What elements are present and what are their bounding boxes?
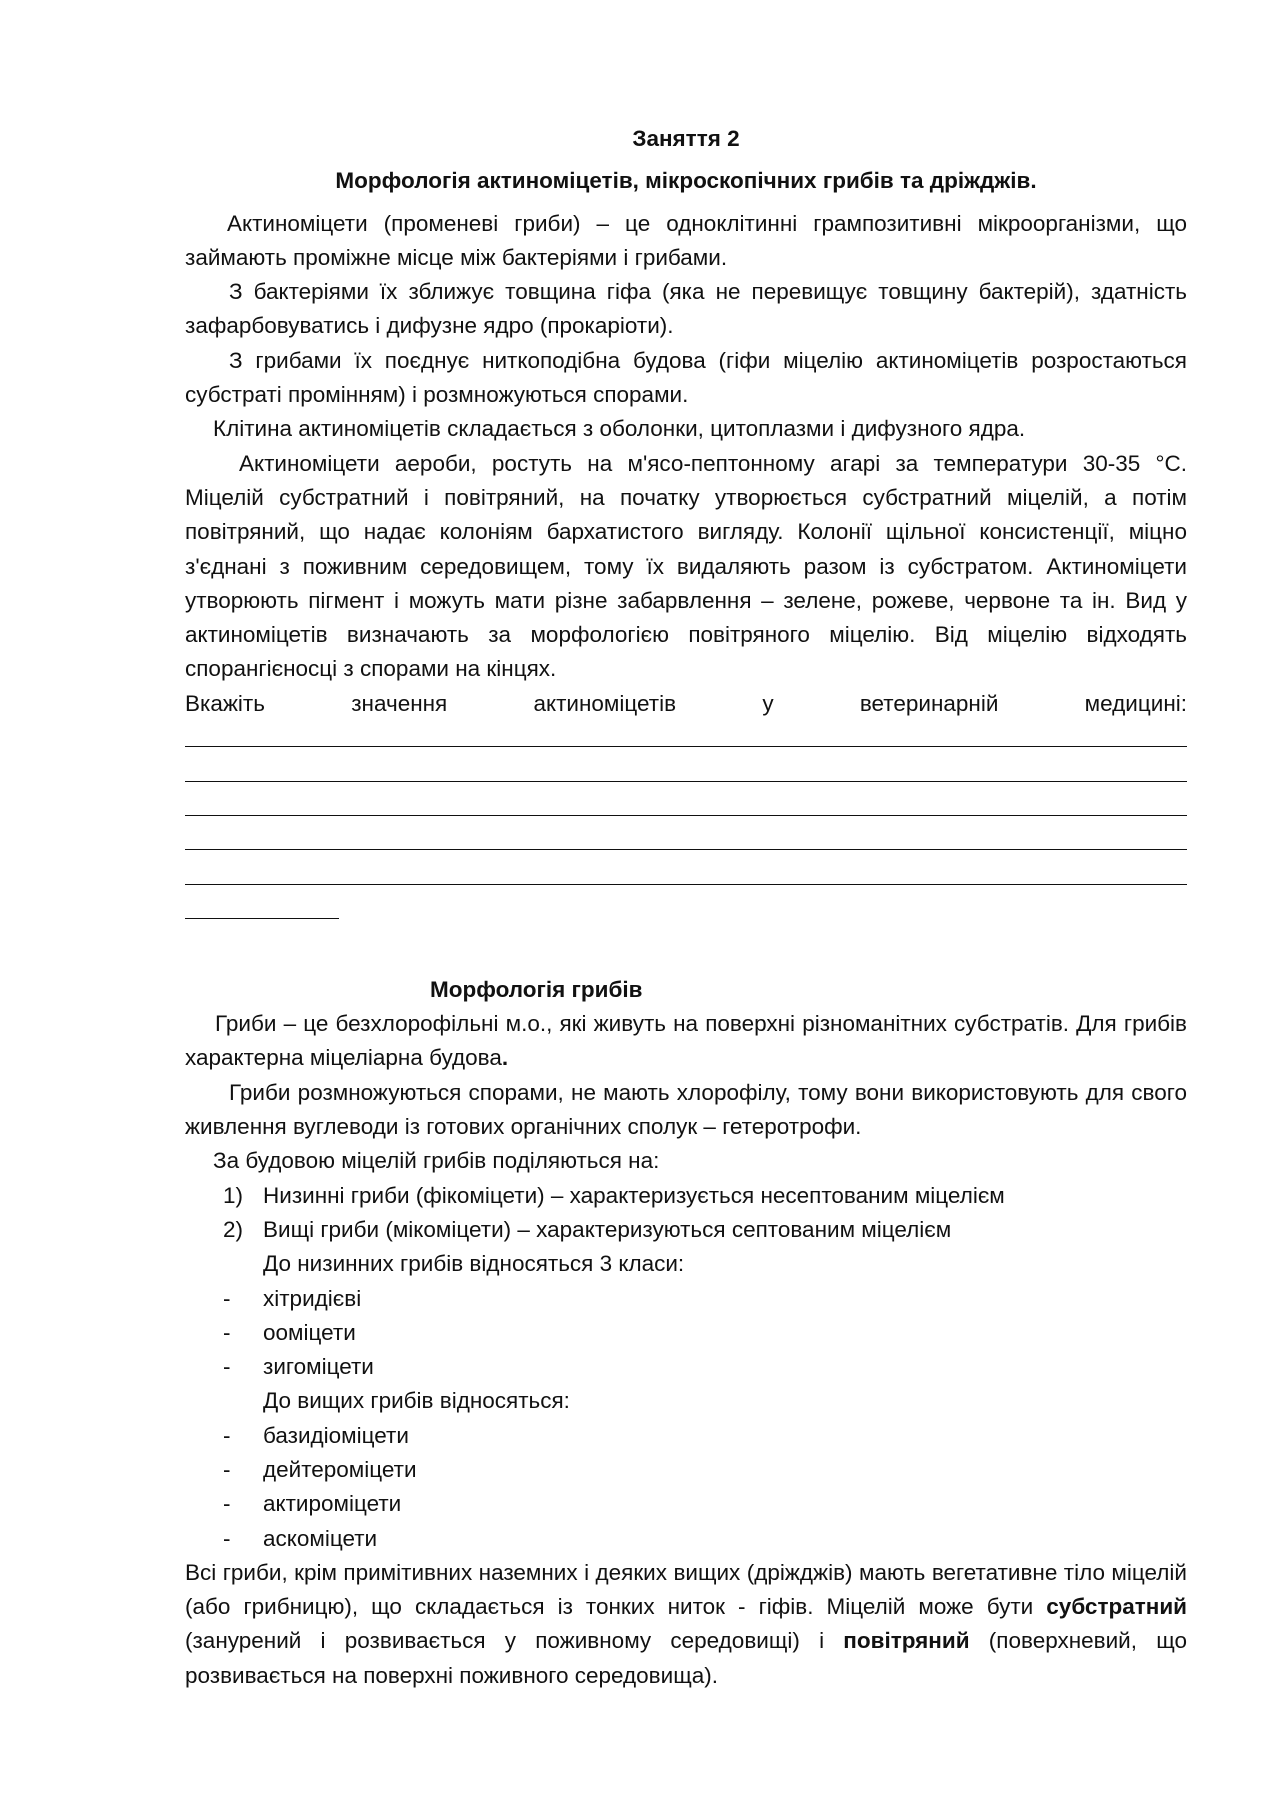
lower-fungi-intro: До низинних грибів відносяться 3 класи: xyxy=(263,1251,685,1277)
answer-line[interactable] xyxy=(185,858,1187,892)
actino-paragraph-3: З грибами їх поєднує ниткоподібна будова (гіфи міцелію актиноміцетів розростаються субстраті промінням) і розмножуються спорами. xyxy=(185,347,1187,408)
actino-paragraph-4: Клітина актиноміцетів складається з оболонки, цитоплазми і дифузного ядра. xyxy=(213,416,1026,442)
lesson-title: Заняття 2 xyxy=(632,126,740,151)
answer-lines xyxy=(185,721,1187,927)
actino-task-prompt: Вкажіть значення актиноміцетів у ветеринарній медицині: xyxy=(185,690,1187,716)
actino-paragraph-1: Актиноміцети (променеві гриби) – це одноклітинні грампозитивні мікроорганізми, що займають проміжне місце між бактеріями і грибами. xyxy=(185,210,1187,270)
list-item: - актироміцети xyxy=(223,1491,402,1517)
fungi-paragraph-2: Гриби розмножуються спорами, не мають хлорофілу, тому вони використовують для свого живлення вуглеводи із готових органічних сполук – гетеротрофи. xyxy=(185,1079,1187,1140)
fungi-section-title: Морфологія грибів xyxy=(430,976,643,1002)
answer-line[interactable] xyxy=(185,790,1187,824)
fungi-paragraph-3: За будовою міцелій грибів поділяються на: xyxy=(213,1148,660,1174)
document-content xyxy=(185,122,1187,1693)
answer-line[interactable] xyxy=(185,824,1187,858)
list-item: 1) Низинні гриби (фікоміцети) – характеризується несептованим міцелієм xyxy=(223,1182,1005,1208)
list-item: - зигоміцети xyxy=(223,1354,374,1380)
actino-paragraph-2: З бактеріями їх зближує товщина гіфа (яка не перевищує товщину бактерій), здатність зафарбовуватись і дифузне ядро (прокаріоти). xyxy=(185,279,1187,339)
answer-line[interactable] xyxy=(185,755,1187,789)
higher-fungi-intro: До вищих грибів відносяться: xyxy=(263,1388,570,1414)
fungi-final-paragraph: Всі гриби, крім примітивних наземних і деяких вищих (дріжджів) мають вегетативне тіло міцелій (або грибницю), що складається із тонких ниток - гіфів. Міцелій може бути субстратний (занурений і розвивається у поживному середовищі) і повітряний (поверхневий, що розвивається на поверхні поживного середовища). xyxy=(185,1559,1187,1688)
answer-line[interactable] xyxy=(185,721,1187,755)
topic-title: Морфологія актиноміцетів, мікроскопічних грибів та дріжджів. xyxy=(335,168,1037,194)
actino-paragraph-5: Актиноміцети аероби, ростуть на м'ясо-пептонному агарі за температури 30-35 °С. Міцелій субстратний і повітряний, на початку утворюється субстратний міцелій, а потім повітряний, що надає колоніям бархатистого вигляду. Колонії щільної консистенції, міцно з'єднані з поживним середовищем, тому їх видаляють разом із субстратом. Актиноміцети утворюють пігмент і можуть мати різне забарвлення – зелене, рожеве, червоне та ін. Вид у актиноміцетів визначають за морфологією повітряного міцелію. Від міцелію відходять спорангієносці з спорами на кінцях. xyxy=(185,450,1187,682)
list-item: - аскоміцети xyxy=(223,1525,378,1551)
list-item: - дейтероміцети xyxy=(223,1456,417,1482)
fungi-paragraph-1: Гриби – це безхлорофільні м.о., які живуть на поверхні різноманітних субстратів. Для грибів характерна міцеліарна будова. xyxy=(185,1011,1187,1071)
list-item: 2) Вищі гриби (мікоміцети) – характеризуються септованим міцелієм xyxy=(223,1216,952,1242)
list-item: - базидіоміцети xyxy=(223,1422,409,1448)
answer-line-short[interactable] xyxy=(185,893,1187,927)
list-item: - ооміцети xyxy=(223,1319,356,1345)
list-item: - хітридієві xyxy=(223,1285,362,1311)
